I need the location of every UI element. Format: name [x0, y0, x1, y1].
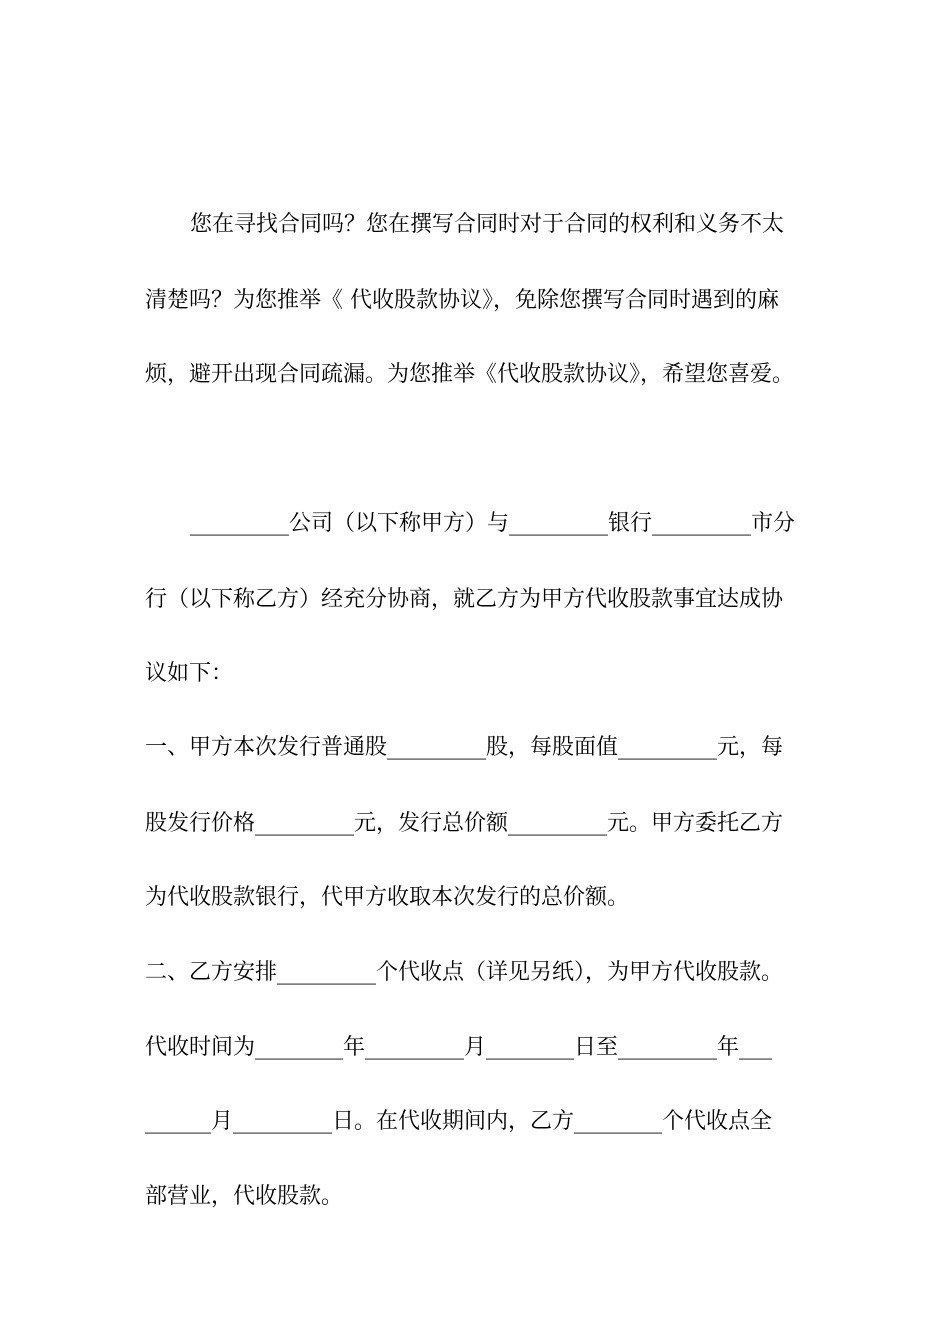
agreement-line-1: _________公司（以下称甲方）与_________银行_________市分: [190, 511, 796, 536]
intro-line-3: 烦，避开出现合同疏漏。为您推举《代收股款协议》，希望您喜爱。: [145, 362, 795, 387]
clause-2-line-1: 二、乙方安排_________个代收点（详见另纸），为甲方代收股款。: [145, 960, 784, 985]
agreement-line-3: 议如下：: [145, 661, 234, 686]
clause-2-line-2: 代收时间为________年_________月________日至_________年___: [145, 1035, 773, 1060]
clause-2-line-3: ______月_________日。在代收期间内，乙方________个代收点全: [145, 1109, 773, 1134]
intro-line-2: 清楚吗？为您推举《 代收股款协议》，免除您撰写合同时遇到的麻: [145, 288, 779, 313]
clause-1-line-2: 股发行价格_________元，发行总价额_________元。甲方委托乙方: [145, 811, 784, 836]
clause-1-line-3: 为代收股款银行，代甲方收取本次发行的总价额。: [145, 885, 630, 910]
agreement-line-2: 行（以下称乙方）经充分协商，就乙方为甲方代收股款事宜达成协: [145, 587, 784, 612]
clause-1-line-1: 一、甲方本次发行普通股_________股，每股面值_________元，每: [145, 735, 784, 760]
clause-2-line-4: 部营业，代收股款。: [145, 1184, 344, 1209]
intro-line-1: 您在寻找合同吗？您在撰写合同时对于合同的权利和义务不太: [190, 212, 785, 237]
